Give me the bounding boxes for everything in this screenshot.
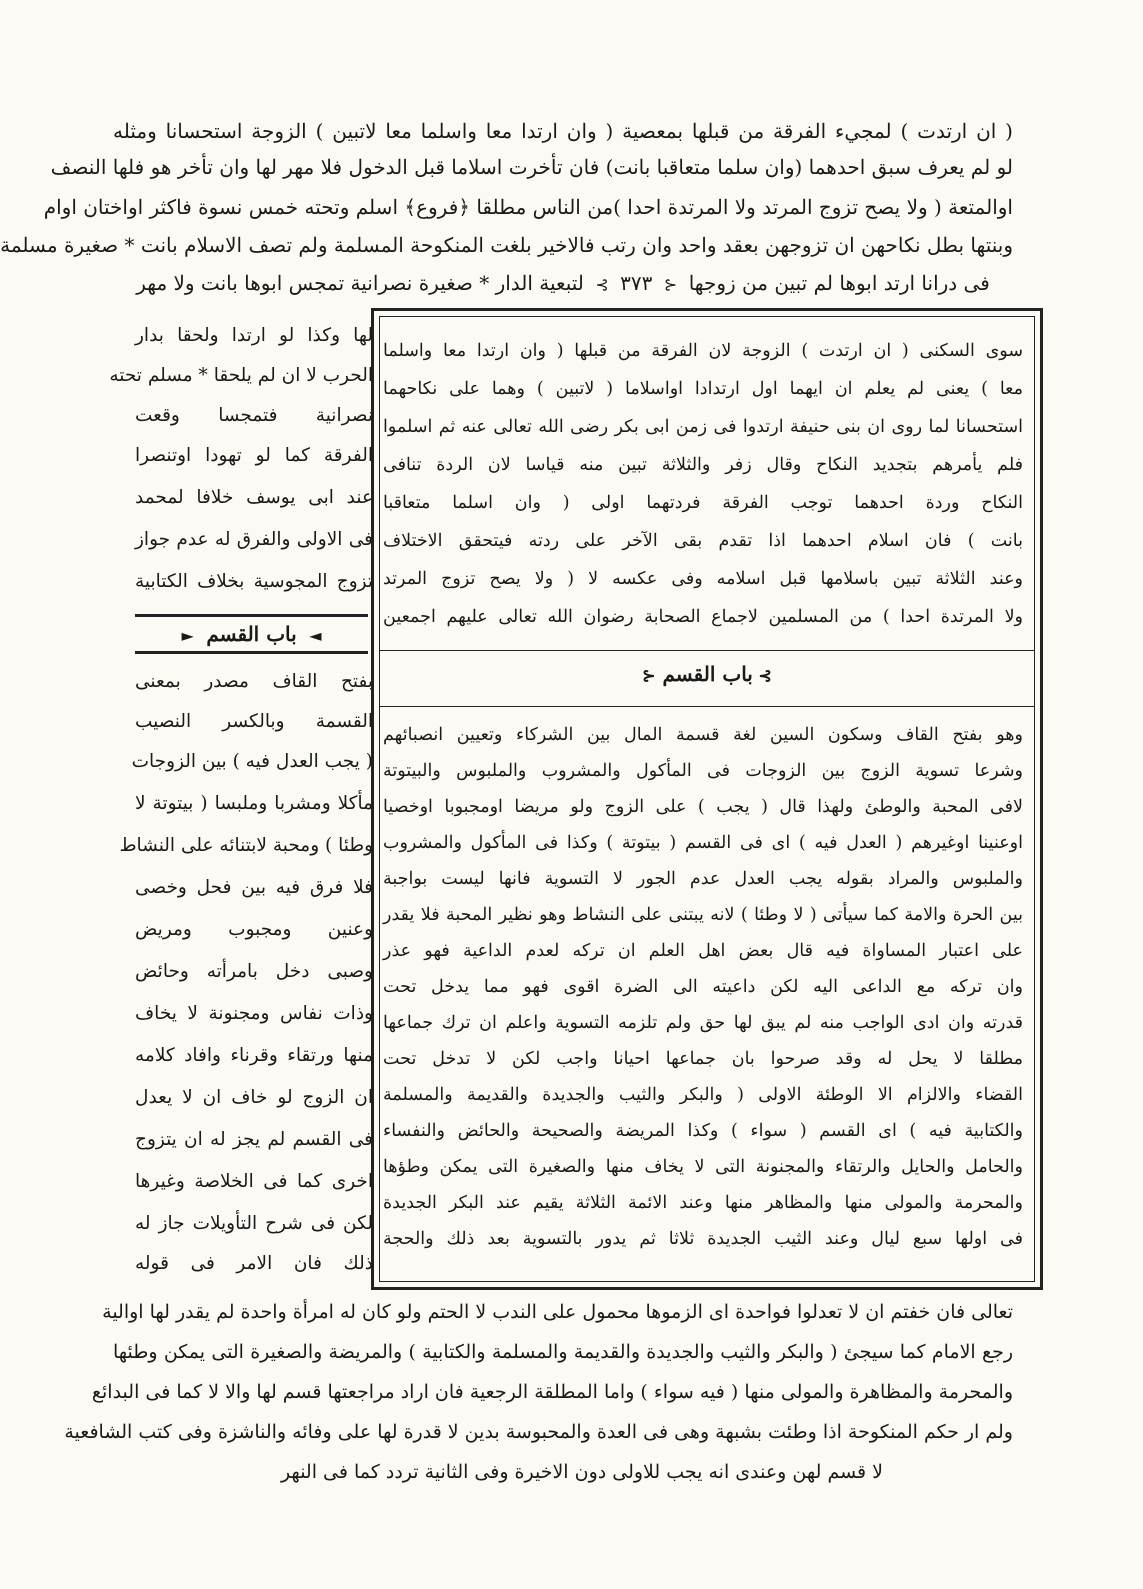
side-line: وطئا ) ومحبة لابتنائه على النشاط: [119, 835, 373, 856]
box-line: القضاء والالزام الا الوطئة الاولى ( والبكر والثيب والجديدة والقديمة والمسلمة: [383, 1085, 1023, 1105]
bottom-line: تعالى فان خفتم ان لا تعدلوا فواحدة اى الزموها محمول على الندب لا الحتم ولو كان له امرأة واحدة لم يقدر لها اوالية: [102, 1301, 1013, 1323]
side-line: عند ابى يوسف خلافا لمحمد: [135, 487, 373, 508]
box-line: لافى المحبة والوطئ ولهذا قال ( يجب ) على الزوج ولو مريضا اومجبوبا اوخصيا: [383, 797, 1023, 817]
side-line: ان الزوج لو خاف ان لا يعدل: [135, 1087, 373, 1108]
section-title: [379, 662, 1035, 686]
box-line: معا ) يعنى لم يعلم ان ايهما اول ارتدادا اواسلاما ( لاتبين ) وهما على نكاحهما: [383, 379, 1023, 399]
side-line: فلا فرق فيه بين فحل وخصى: [135, 877, 373, 898]
side-line: نصرانية فتمجسا وقعت: [135, 405, 373, 426]
header-left: فى درانا ارتد ابوها لم تبين من زوجها: [688, 271, 990, 295]
section-divider: [379, 706, 1035, 707]
box-line: والكتابية فيه ) اى القسم ( سواء ) وكذا المريضة والصحيحة والحائض والنفساء: [383, 1121, 1023, 1141]
side-line: منها ورتقاء وقرناء وافاد كلامه: [135, 1045, 373, 1066]
box-line: بين الحرة والامة كما سيأتى ( لا وطئا ) لانه يبتنى على النشاط وهو نظير المحبة فلا يقدر: [383, 905, 1023, 925]
box-line: سوى السكنى ( ان ارتدت ) الزوجة لان الفرقة من قبلها ( وان ارتدا معا واسلما: [383, 341, 1023, 361]
top-line: لو لم يعرف سبق احدهما (وان سلما متعاقبا بانت) فان تأخرت اسلاما قبل الدخول فلا مهر لها وان تأخر هو فلها النصف: [50, 155, 1013, 179]
box-line: والحامل والحايل والرتقاء والمجنونة التى لا يخاف منها والصغيرة التى يمكن وطؤها: [383, 1157, 1023, 1177]
box-line: وعند الثلاثة تبين باسلامها قبل اسلامه وفى عكسه لا ( ولا يصح تزوج المرتد: [383, 569, 1023, 589]
top-line: اوالمتعة ( ولا يصح تزوج المرتد ولا المرتدة احدا )من الناس مطلقا ﴿فروع﴾ اسلم وتحته خمس نسوة فاكثر اواختان اوام: [43, 195, 1013, 219]
side-line: وذات نفاس ومجنونة لا يخاف: [135, 1003, 373, 1024]
ornament-icon: ⊰: [658, 275, 683, 294]
side-line: الحرب لا ان لم يلحقا * مسلم تحته: [109, 365, 373, 386]
side-line: فى القسم لم يجز له ان يتزوج: [135, 1129, 373, 1150]
section-title-text: باب القسم: [662, 662, 753, 686]
bottom-line: رجع الامام كما سيجئ ( والبكر والثيب والجديدة والقديمة والمسلمة والكتابية ) والمريضة والصغيرة التى يمكن وطئها: [113, 1341, 1013, 1363]
box-line: فلم يأمرهم بتجديد النكاح وقال زفر والثلاثة تبين منه قياسا لان الردة تنافى: [383, 455, 1023, 475]
box-line: وشرعا تسوية الزوج بين الزوجات فى المأكول والمشروب والملبوس والبيتوتة: [383, 761, 1023, 781]
bottom-line: ولم ار حكم المنكوحة اذا وطئت بشبهة وهى فى العدة والمحبوسة بدين لا قدرة لها على وفائه والناشزة وفى كتب الشافعية: [64, 1421, 1013, 1443]
box-line: قدرته وان ادى الواجب منه لم يبق لها حق ولم تلزمه التسوية واعلم ان ترك جماعها: [383, 1013, 1023, 1033]
ornament-icon: ⊰: [642, 666, 656, 685]
side-line: بفتح القاف مصدر بمعنى: [135, 671, 373, 692]
box-line: وهو بفتح القاف وسكون السين لغة قسمة المال بين الشركاء وتعيين انصبائهم: [383, 725, 1023, 745]
box-line: على اعتبار المساواة فيه قال بعض اهل العلم ان تركه لعدم الداعية فهو عذر: [383, 941, 1023, 961]
box-line: وان تركه مع الداعى اليه لكن داعيته الى الضرة اقوى فهو مما يدخل تحت: [383, 977, 1023, 997]
box-line: استحسانا لما روى ان بنى حنيفة ارتدوا فى زمن ابى بكر رضى الله تعالى عنه ثم اسلموا: [383, 417, 1023, 437]
side-line: القسمة وبالكسر النصيب: [135, 711, 373, 732]
box-line: والملبوس والمراد بقوله يجب العدل عدم الجور لا التسوية فانها ليست بواجبة: [383, 869, 1023, 889]
box-line: مطلقا لا يحل له وقد صرحوا بان جماعها احيانا واجب لكن لا تدخل تحت: [383, 1049, 1023, 1069]
box-line: فى اولها سبع ليال وعند الثيب الجديدة ثلاثا ثم يدور بالتسوية بعد ذلك والحجة: [383, 1229, 1023, 1249]
side-line: وصبى دخل بامرأته وحائض: [135, 961, 373, 982]
running-header: [113, 272, 1013, 294]
section-divider: [379, 650, 1035, 651]
box-line: اوعنينا اوغيرهم ( العدل فيه ) اى فى القسم ( بيتوتة ) وكذا فى المأكول والمشروب: [383, 833, 1023, 853]
box-line: بانت ) فان اسلام احدهما اذا تقدم بقى الآخر على ردته فيتحقق الاختلاف: [383, 531, 1023, 551]
header-right: لتبعية الدار * صغيرة نصرانية تمجس ابوها بانت ولا مهر: [136, 271, 584, 295]
top-line: ( ان ارتدت ) لمجيء الفرقة من قبلها بمعصية ( وان ارتدا معا واسلما معا لاتبين ) الزوجة استحسانا ومثله: [113, 119, 1013, 143]
top-line: وبنتها بطل نكاحهن ان تزوجهن بعقد واحد وان رتب فالاخير بلغت المنكوحة المسلمة ولم تصف الاسلام بانت * صغيرة مسلمة: [0, 233, 1013, 257]
ornament-icon: ⊱: [590, 275, 614, 294]
bottom-line: والمحرمة والمظاهرة والمولى منها ( فيه سواء ) واما المطلقة الرجعية فان اراد مراجعتها قسم لها والا لا كما فى البدائع: [91, 1381, 1013, 1403]
side-line: ذلك فان الامر فى قوله: [135, 1253, 373, 1274]
side-line: وعنين ومجبوب ومريض: [135, 919, 373, 940]
box-line: ولا المرتدة احدا ) من المسلمين لاجماع الصحابة رضوان الله تعالى عليهم اجمعين: [383, 607, 1023, 627]
side-line: لها وكذا لو ارتدا ولحقا بدار: [135, 325, 373, 346]
side-section-title: [135, 614, 368, 654]
side-line: ( يجب العدل فيه ) بين الزوجات: [131, 751, 373, 772]
ornament-icon: ⊱: [752, 666, 772, 685]
side-line: الفرقة كما لو تهودا اوتنصرا: [135, 445, 373, 466]
ornament-icon: ◄: [303, 626, 322, 645]
side-line: تزوج المجوسية بخلاف الكتابية: [135, 571, 373, 592]
box-line: النكاح وردة احدهما توجب الفرقة فردتهما اولى ( وان اسلما متعاقبا: [383, 493, 1023, 513]
box-line: والمحرمة والمولى منها والمظاهر منها وعند الائمة الثلاثة يقيم عند البكر الجديدة: [383, 1193, 1023, 1213]
side-line: مأكلا ومشربا وملبسا ( بيتوتة لا: [135, 793, 373, 814]
side-section-title-text: باب القسم: [206, 622, 297, 646]
page-number: ٣٧٣: [620, 271, 653, 295]
ornament-icon: ►: [181, 626, 200, 645]
side-line: اخرى كما فى الخلاصة وغيرها: [135, 1171, 373, 1192]
side-line: فى الاولى والفرق له عدم جواز: [135, 529, 373, 550]
side-line: لكن فى شرح التأويلات جاز له: [135, 1213, 373, 1234]
bottom-line-last: لا قسم لهن وعندى انه يجب للاولى دون الاخيرة وفى الثانية تردد كما فى النهر: [280, 1461, 883, 1483]
